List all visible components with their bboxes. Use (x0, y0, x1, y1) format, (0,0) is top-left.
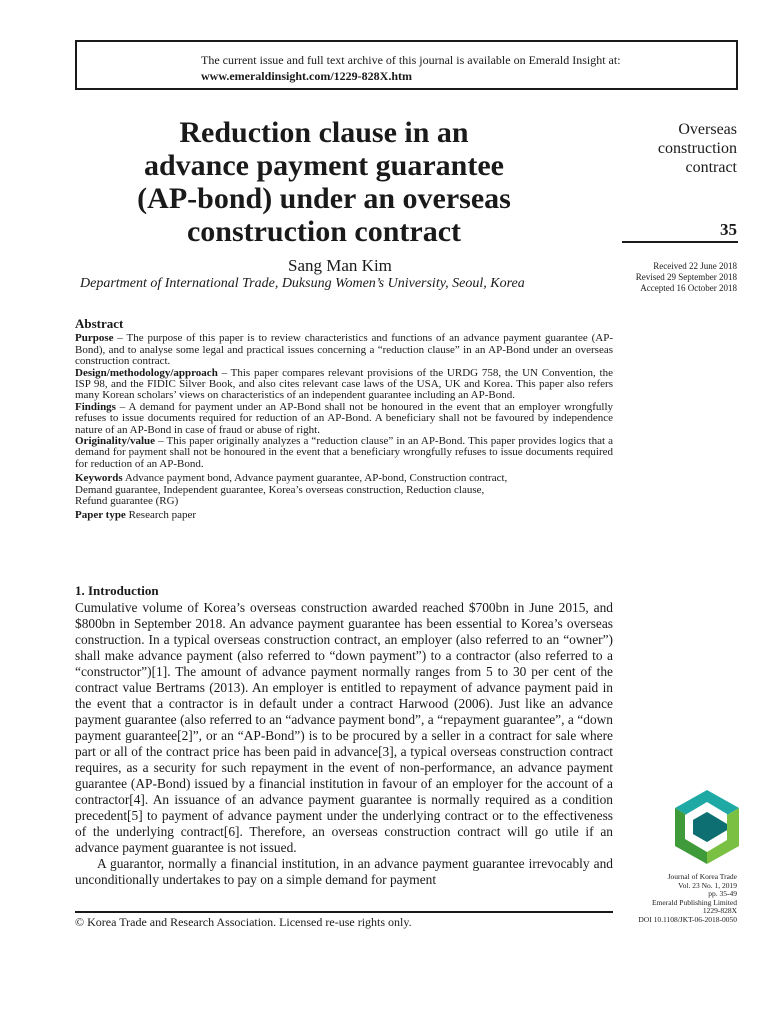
emerald-logo-icon (675, 790, 739, 864)
abstract-originality (75, 436, 613, 470)
abstract-purpose (75, 333, 613, 367)
journal-name: Journal of Korea Trade (667, 872, 737, 881)
paper-title (80, 116, 568, 248)
title-line: (AP-bond) under an overseas (137, 182, 511, 215)
keywords-text: Refund guarantee (RG) (75, 495, 179, 508)
title-line: construction contract (186, 215, 462, 248)
paper-type-value: Research paper (125, 508, 197, 521)
title-line: advance payment guarantee (144, 149, 504, 182)
keywords-text: Advance payment bond, Advance payment guarantee, AP-bond, Construction contract, (122, 472, 508, 485)
abstract-label: Design/methodology/approach (75, 366, 218, 379)
journal-volume: Vol. 23 No. 1, 2019 (678, 880, 737, 890)
journal-citation (638, 873, 737, 925)
journal-url-link[interactable]: www.emeraldinsight.com/1229-828X.htm (201, 69, 412, 83)
journal-availability-box (75, 40, 738, 90)
keywords-label: Keywords (75, 472, 123, 485)
running-title (577, 120, 737, 177)
abstract-text: – This paper originally analyzes a “reduction clause” in an AP-Bond. This paper provides logics that a demand for payment shall not be honoured in the event that a beneficiary wrongfully refuses to issue documents required for reduction of an AP-Bond. (75, 435, 613, 470)
author-name: Sang Man Kim (288, 256, 392, 275)
received-date: Received 22 June 2018 (653, 261, 737, 271)
abstract-label: Originality/value (75, 435, 156, 448)
sidebar-divider (622, 241, 738, 243)
copyright-notice: © Korea Trade and Research Association. Licensed re-use rights only. (75, 915, 412, 929)
revised-date: Revised 29 September 2018 (635, 272, 737, 282)
journal-publisher: Emerald Publishing Limited (652, 897, 737, 907)
running-title-line: Overseas (678, 121, 737, 138)
paper-type (75, 510, 613, 521)
introduction-body (75, 600, 613, 888)
abstract-text: – This paper compares relevant provisions of the URDG 758, the UN Convention, the ISP 98, and the FIDIC Silver Book, and also cites relevant case laws of the USA, UK and Korea. This paper also refers many Korean scholars’ views on characteristics of an independent guarantee including an AP-Bond. (75, 366, 613, 402)
abstract-label: Purpose (75, 332, 114, 345)
journal-issn: 1229-828X (702, 906, 737, 916)
footnote-divider (75, 911, 613, 913)
body-paragraph: Cumulative volume of Korea’s overseas construction awarded reached $700bn in June 2015, and $800bn in September 2018. An advance payment guarantee has been essential to Korea’s overseas construction. In a typical overseas construction contract, an employer (also referred to an “owner”) shall make advance payment (also referred to “down payment”) to a contractor (also referred to a “constructor”)[1]. The amount of advance payment normally ranges from 5 to 30 per cent of the contract value Bertrams (2013). An employer is entitled to repayment of advance payment paid in the event that a contractor is in default under a contract Harwood (2006). Just like an advance payment guarantee (also referred to an “advance payment bond”, a “repayment guarantee”, a “down payment guarantee[2]”, or an “AP-Bond”) is to be procured by a seller in a contract for sale where part or all of the contract price has been paid in advance[3], a typical overseas construction contract requires, as a security for such repayment in the event of non-performance, an advance payment guarantee (AP-Bond) issued by a financial institution in favour of an employer for the account of a contractor[4]. An issuance of an advance payment guarantee is normally required as a condition precedent[5] to payment of advance payment under the underlying contract or to the effectiveness of the underlying contract[6]. Therefore, an overseas construction contract will go utile if an advance payment guarantee is not issued. (75, 600, 613, 855)
paper-type-label: Paper type (75, 508, 126, 521)
keywords-text: Demand guarantee, Independent guarantee, Korea’s overseas construction, Reduction clause, (75, 483, 485, 496)
page-number: 35 (720, 220, 737, 239)
abstract-section (75, 318, 613, 521)
abstract-design (75, 368, 613, 402)
running-title-line: construction (657, 140, 737, 157)
received-dates (636, 261, 737, 294)
accepted-date: Accepted 16 October 2018 (640, 283, 737, 293)
title-line: Reduction clause in an (179, 116, 469, 149)
abstract-label: Findings (75, 400, 116, 413)
author-affiliation: Department of International Trade, Duksung Women’s University, Seoul, Korea (80, 276, 525, 291)
abstract-text: – A demand for payment under an AP-Bond shall not be honoured in the event that an employer wrongfully refuses to issue documents required for reduction of an AP-Bond. A beneficiary shall not be favoured by independence nature of an AP-Bond in case of fraud or abuse of right. (75, 400, 613, 436)
abstract-findings (75, 402, 613, 436)
journal-pages: pp. 35-49 (708, 889, 737, 899)
journal-doi[interactable]: DOI 10.1108/JKT-06-2018-0050 (638, 914, 737, 924)
running-title-line: contract (685, 159, 737, 176)
availability-text: The current issue and full text archive of this journal is available on Emerald Insight at: (201, 53, 621, 67)
keywords (75, 473, 613, 507)
body-paragraph: A guarantor, normally a financial institution, in an advance payment guarantee irrevocably and unconditionally undertakes to pay on a simple demand for payment (75, 856, 613, 887)
abstract-heading: Abstract (75, 316, 124, 331)
abstract-text: – The purpose of this paper is to review characteristics and functions of an advance payment guarantee (AP-Bond), and to analyse some legal and practical issues concerning a “reduction clause” in an AP-Bond under an overseas construction contract. (75, 332, 613, 368)
section-heading: 1. Introduction (75, 583, 159, 598)
